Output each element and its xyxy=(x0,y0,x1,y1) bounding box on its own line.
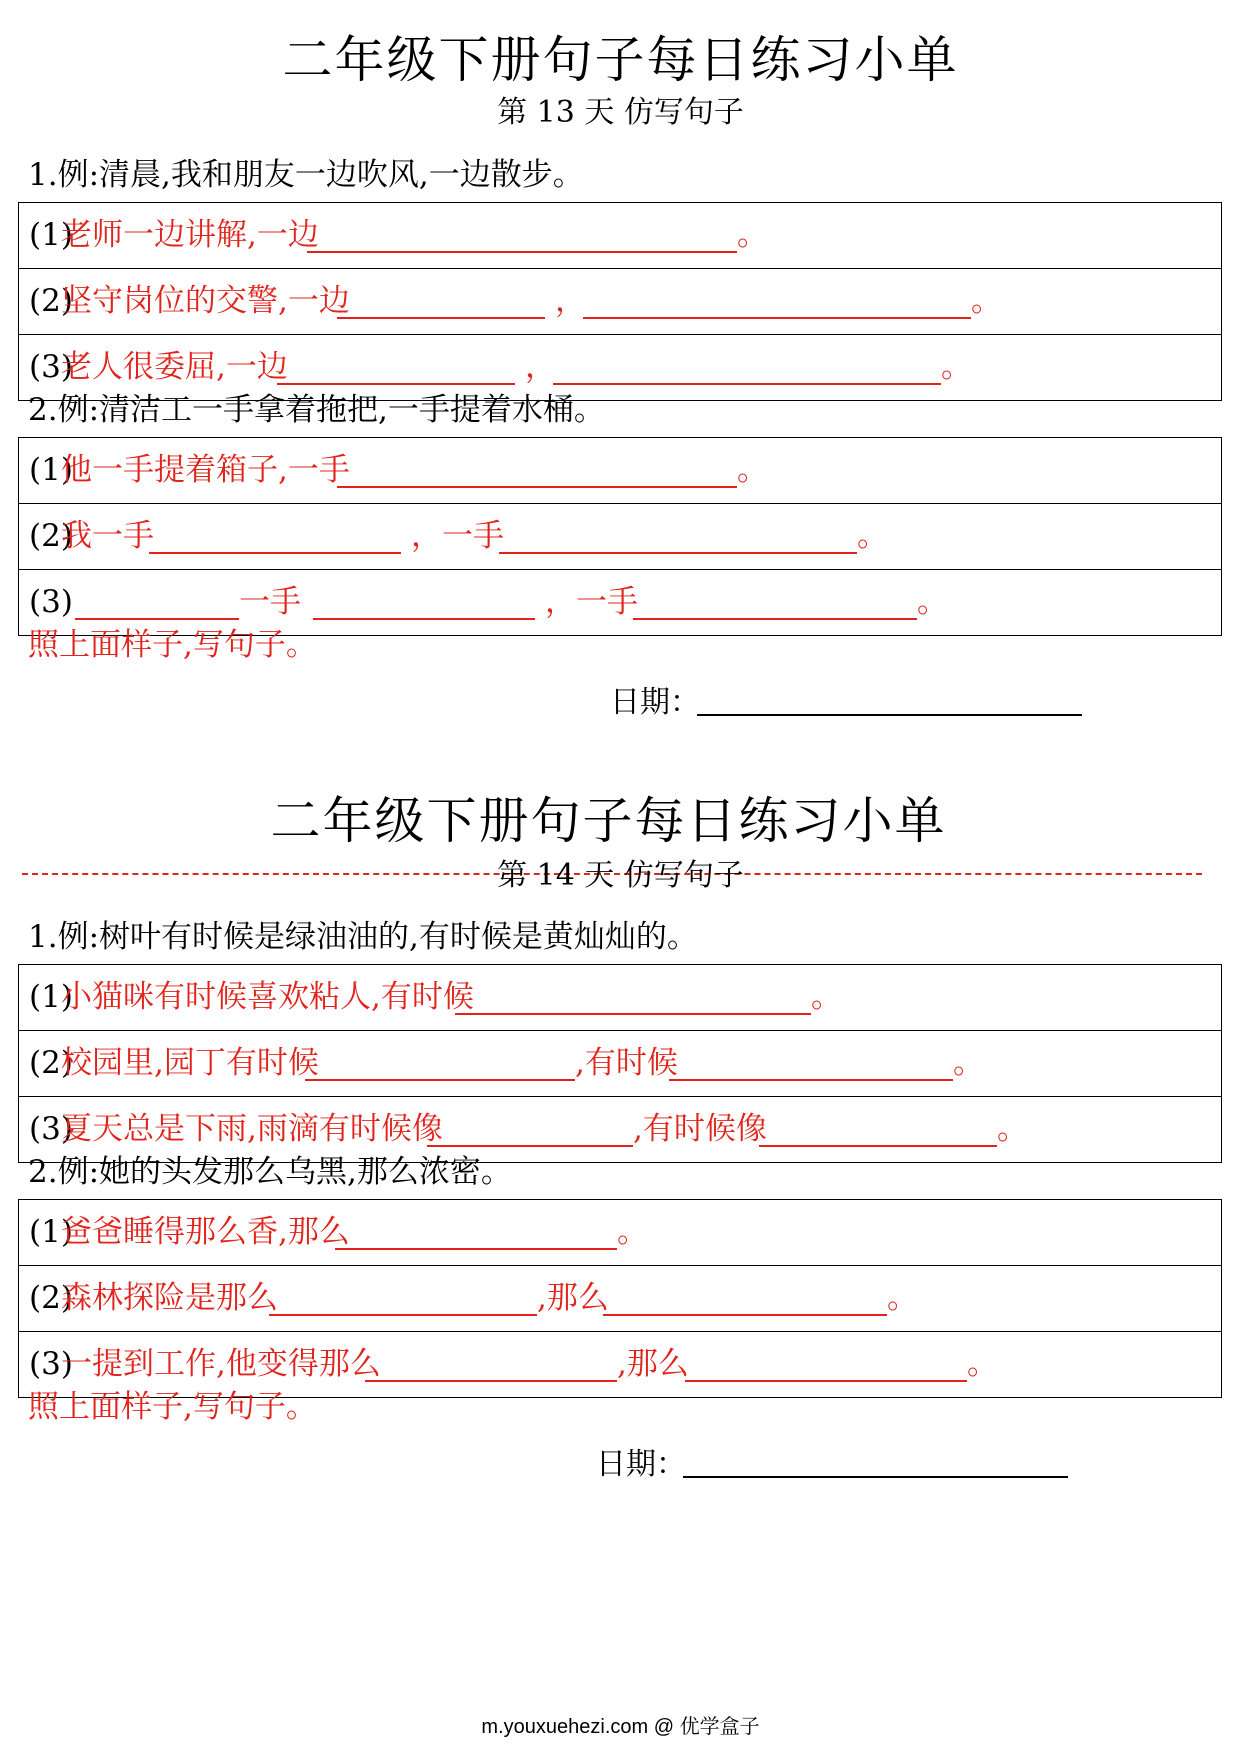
row-number: (1) xyxy=(29,979,73,1015)
answer-blank[interactable] xyxy=(75,618,239,620)
answer-blank[interactable] xyxy=(603,1314,887,1316)
answer-blank[interactable] xyxy=(277,383,515,385)
exercise-row xyxy=(19,438,1221,504)
example-sentence-1: 1.例:树叶有时候是绿油油的,有时候是黄灿灿的。 xyxy=(28,919,698,955)
punctuation: 。 xyxy=(997,1111,1028,1147)
prompt-text: ,有时候 xyxy=(575,1045,678,1081)
prompt-text: 爸爸睡得那么香,那么 xyxy=(61,1214,350,1250)
punctuation: 。 xyxy=(737,217,768,253)
page-title: 二年级下册句子每日练习小单 xyxy=(270,792,947,850)
row-number: (1) xyxy=(29,217,73,253)
punctuation: 。 xyxy=(941,349,972,385)
prompt-text: 我一手 xyxy=(61,518,154,554)
date-blank[interactable] xyxy=(683,1476,1068,1478)
answer-blank[interactable] xyxy=(685,1380,967,1382)
prompt-text: 他一手提着箱子,一手 xyxy=(61,452,350,488)
prompt-text: ,那么 xyxy=(617,1346,689,1382)
example-sentence-1: 1.例:清晨,我和朋友一边吹风,一边散步。 xyxy=(28,157,584,193)
row-number: (2) xyxy=(29,1280,73,1316)
answer-blank[interactable] xyxy=(759,1145,997,1147)
date-blank[interactable] xyxy=(697,714,1082,716)
example-sentence-2: 2.例:她的头发那么乌黑,那么浓密。 xyxy=(28,1154,512,1190)
punctuation: 。 xyxy=(857,518,888,554)
row-number: (2) xyxy=(29,1045,73,1081)
prompt-text: 一手 xyxy=(239,584,301,620)
instruction-text: 照上面样子,写句子。 xyxy=(28,627,317,663)
prompt-text: 小猫咪有时候喜欢粘人,有时候 xyxy=(61,979,474,1015)
row-number: (2) xyxy=(29,283,73,319)
prompt-text: 校园里,园丁有时候 xyxy=(61,1045,319,1081)
punctuation: 。 xyxy=(953,1045,984,1081)
answer-blank[interactable] xyxy=(305,1079,575,1081)
row-number: (2) xyxy=(29,518,73,554)
answer-blank[interactable] xyxy=(365,1380,617,1382)
punctuation: 。 xyxy=(917,584,948,620)
page-subtitle: 第 13 天 仿写句子 xyxy=(497,95,744,130)
page-subtitle: 第 14 天 仿写句子 xyxy=(497,858,744,893)
prompt-text: ,那么 xyxy=(537,1280,609,1316)
prompt-text: 老人很委屈,一边 xyxy=(61,349,288,385)
exercise-row xyxy=(19,504,1221,570)
prompt-text: 一提到工作,他变得那么 xyxy=(61,1346,381,1382)
punctuation: 。 xyxy=(967,1346,998,1382)
punctuation: 。 xyxy=(811,979,842,1015)
row-number: (3) xyxy=(29,349,73,385)
answer-blank[interactable] xyxy=(427,1145,633,1147)
answer-blank[interactable] xyxy=(337,486,737,488)
answer-blank[interactable] xyxy=(313,618,535,620)
exercise-row xyxy=(19,203,1221,269)
answer-blank[interactable] xyxy=(669,1079,953,1081)
row-number: (3) xyxy=(29,1346,73,1382)
answer-blank[interactable] xyxy=(553,383,941,385)
answer-blank[interactable] xyxy=(455,1013,811,1015)
date-label: 日期： xyxy=(596,1447,686,1482)
answer-blank[interactable] xyxy=(269,1314,537,1316)
exercise-row xyxy=(19,965,1221,1031)
punctuation: 。 xyxy=(737,452,768,488)
row-number: (3) xyxy=(29,584,73,620)
exercise-row xyxy=(19,1031,1221,1097)
instruction-text: 照上面样子,写句子。 xyxy=(28,1389,317,1425)
exercise-box-2 xyxy=(18,1199,1222,1398)
prompt-text: 夏天总是下雨,雨滴有时候像 xyxy=(61,1111,443,1147)
prompt-text: 坚守岗位的交警,一边 xyxy=(61,283,350,319)
punctuation: 。 xyxy=(617,1214,648,1250)
exercise-row xyxy=(19,269,1221,335)
row-number: (1) xyxy=(29,1214,73,1250)
footer-credit: m.youxuehezi.com @ 优学盒子 xyxy=(481,1716,760,1738)
exercise-box-1 xyxy=(18,964,1222,1163)
example-sentence-2: 2.例:清洁工一手拿着拖把,一手提着水桶。 xyxy=(28,392,605,428)
punctuation: 。 xyxy=(887,1280,918,1316)
answer-blank[interactable] xyxy=(633,618,917,620)
answer-blank[interactable] xyxy=(307,251,737,253)
punctuation: 。 xyxy=(971,283,1002,319)
punctuation: ， xyxy=(555,283,586,319)
date-label: 日期： xyxy=(610,685,700,720)
exercise-row xyxy=(19,1266,1221,1332)
answer-blank[interactable] xyxy=(335,1248,617,1250)
answer-blank[interactable] xyxy=(337,317,545,319)
answer-blank[interactable] xyxy=(499,552,857,554)
page-title: 二年级下册句子每日练习小单 xyxy=(282,31,959,89)
exercise-box-2 xyxy=(18,437,1222,636)
punctuation: ， xyxy=(525,349,556,385)
prompt-text: 森林探险是那么 xyxy=(61,1280,278,1316)
prompt-text: ,有时候像 xyxy=(633,1111,767,1147)
exercise-row xyxy=(19,1200,1221,1266)
row-number: (1) xyxy=(29,452,73,488)
prompt-text: 老师一边讲解,一边 xyxy=(61,217,319,253)
prompt-text: ，一手 xyxy=(411,518,504,554)
answer-blank[interactable] xyxy=(583,317,971,319)
prompt-text: ，一手 xyxy=(545,584,638,620)
row-number: (3) xyxy=(29,1111,73,1147)
exercise-box-1 xyxy=(18,202,1222,401)
answer-blank[interactable] xyxy=(149,552,401,554)
